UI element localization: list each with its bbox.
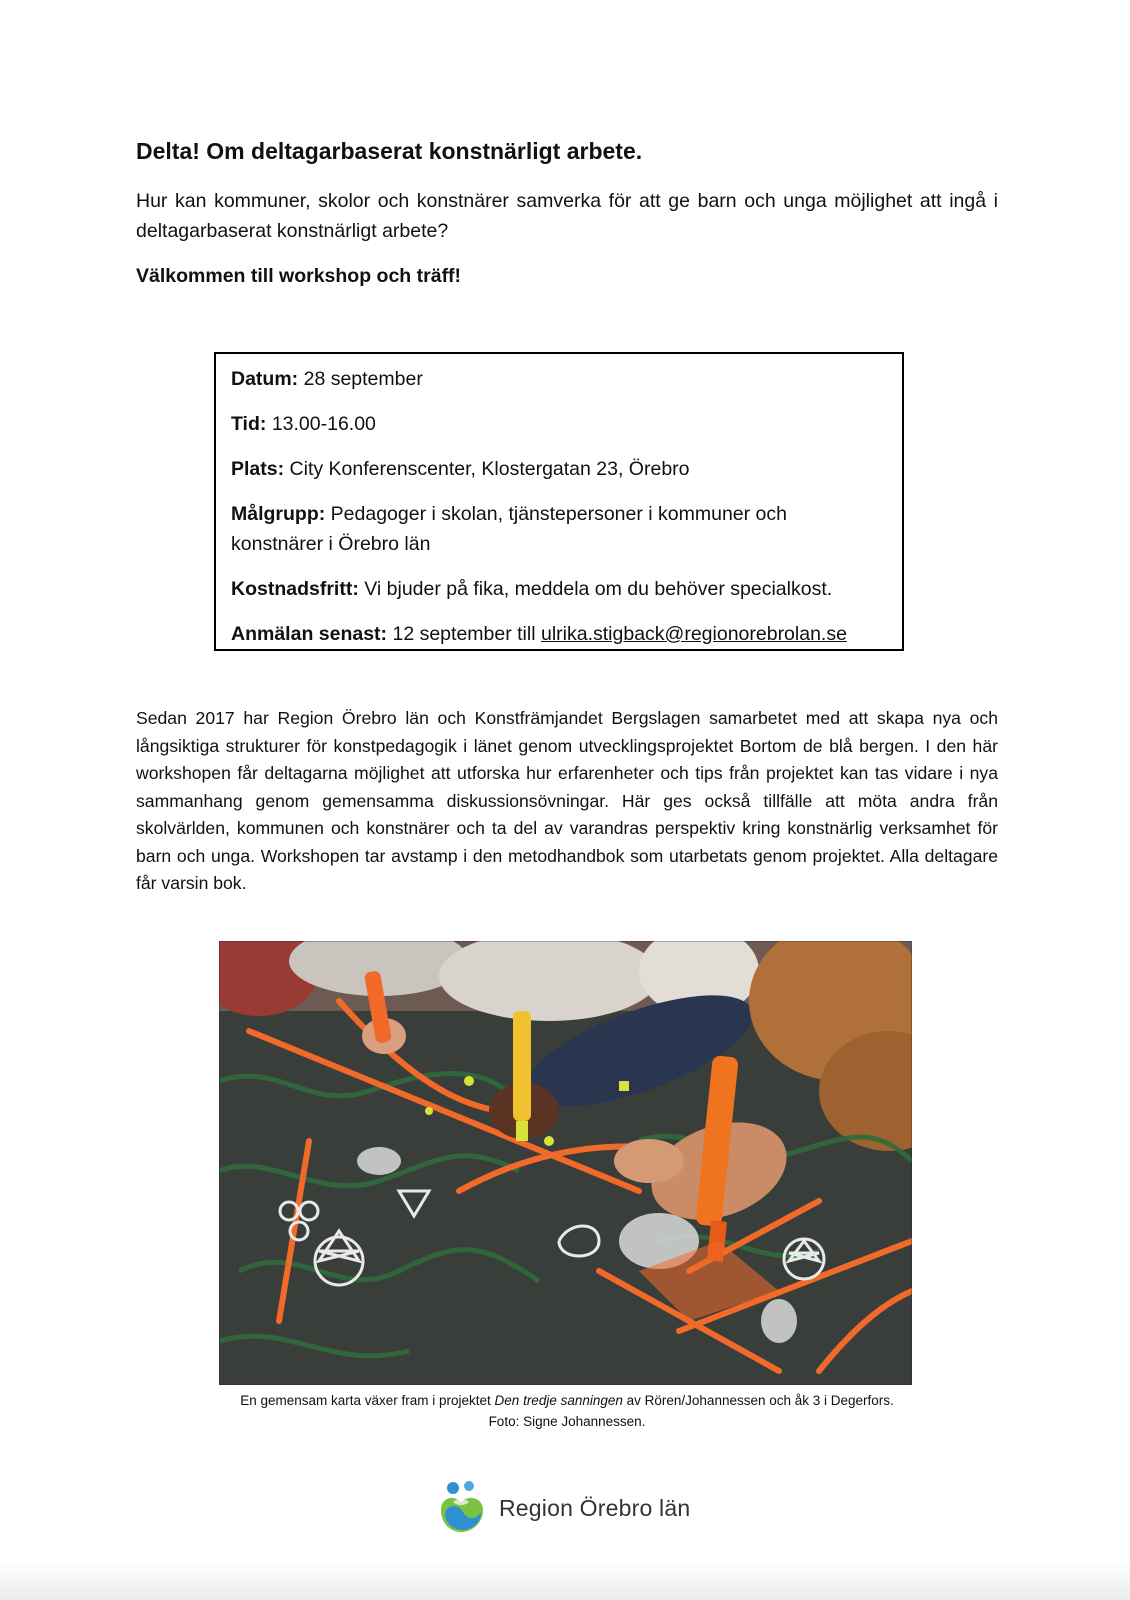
caption-project-name: Den tredje sanningen [494, 1393, 623, 1408]
caption-text-before: En gemensam karta växer fram i projektet [240, 1393, 495, 1408]
body-paragraph: Sedan 2017 har Region Örebro län och Konstfrämjandet Bergslagen samarbetet med att skapa nya och långsiktiga strukturer för konstpedagogik i länet genom utvecklingsprojektet Bortom de blå bergen. I den här workshopen får deltagarna möjlighet att utforska hur erfarenheter och tips från projektet kan tas vidare i nya sammanhang genom gemensamma diskussionsövningar. Här ges också tillfälle att möta andra från skolvärlden, kommunen och konstnärer och ta del av varandras perspektiv kring konstnärlig verksamhet för barn och unga. Workshopen tar avstamp i den metodhandbok som utarbetats genom projektet. Alla deltagare får varsin bok. [136, 708, 998, 893]
signup-email-link[interactable]: ulrika.stigback@regionorebrolan.se [540, 623, 847, 645]
intro-question: Hur kan kommuner, skolor och konstnärer samverka för att ge barn och unga möjlighet att ingå i deltagarbaserat konstnärligt arbete? [136, 190, 998, 242]
logo-text: Region Örebro län [499, 1494, 691, 1521]
info-date [231, 364, 888, 394]
signup-value: 12 september till [392, 623, 536, 645]
page-bottom-shade [0, 1560, 1130, 1600]
audience-label: Målgrupp: [231, 503, 326, 525]
photo-caption [136, 1390, 998, 1432]
place-value: City Konferenscenter, Klostergatan 23, Örebro [289, 458, 690, 480]
time-value: 13.00-16.00 [271, 413, 376, 435]
info-audience [231, 499, 831, 559]
region-orebro-logo [439, 1478, 690, 1538]
welcome-heading: Välkommen till workshop och träff! [136, 265, 462, 287]
cost-value: Vi bjuder på fika, meddela om du behöver specialkost. [364, 578, 833, 600]
signup-label: Anmälan senast: [231, 623, 388, 645]
place-label: Plats: [231, 458, 285, 480]
event-info-box [214, 352, 904, 651]
cost-label: Kostnadsfritt: [231, 578, 359, 600]
audience-value: Pedagoger i skolan, tjänstepersoner i kommuner och konstnärer i Örebro län [231, 503, 787, 555]
info-signup [231, 619, 888, 649]
workshop-photo [219, 941, 912, 1385]
date-label: Datum: [231, 368, 299, 390]
caption-text-after: av Rören/Johannessen och åk 3 i Degerfors. [622, 1393, 894, 1408]
info-cost [231, 574, 888, 604]
region-logo-icon [439, 1480, 487, 1536]
info-time [231, 409, 888, 439]
caption-photo-credit: Foto: Signe Johannessen. [488, 1414, 646, 1429]
document-title: Delta! Om deltagarbaserat konstnärligt arbete. [136, 138, 643, 164]
info-place [231, 454, 888, 484]
date-value: 28 september [303, 368, 423, 390]
time-label: Tid: [231, 413, 267, 435]
